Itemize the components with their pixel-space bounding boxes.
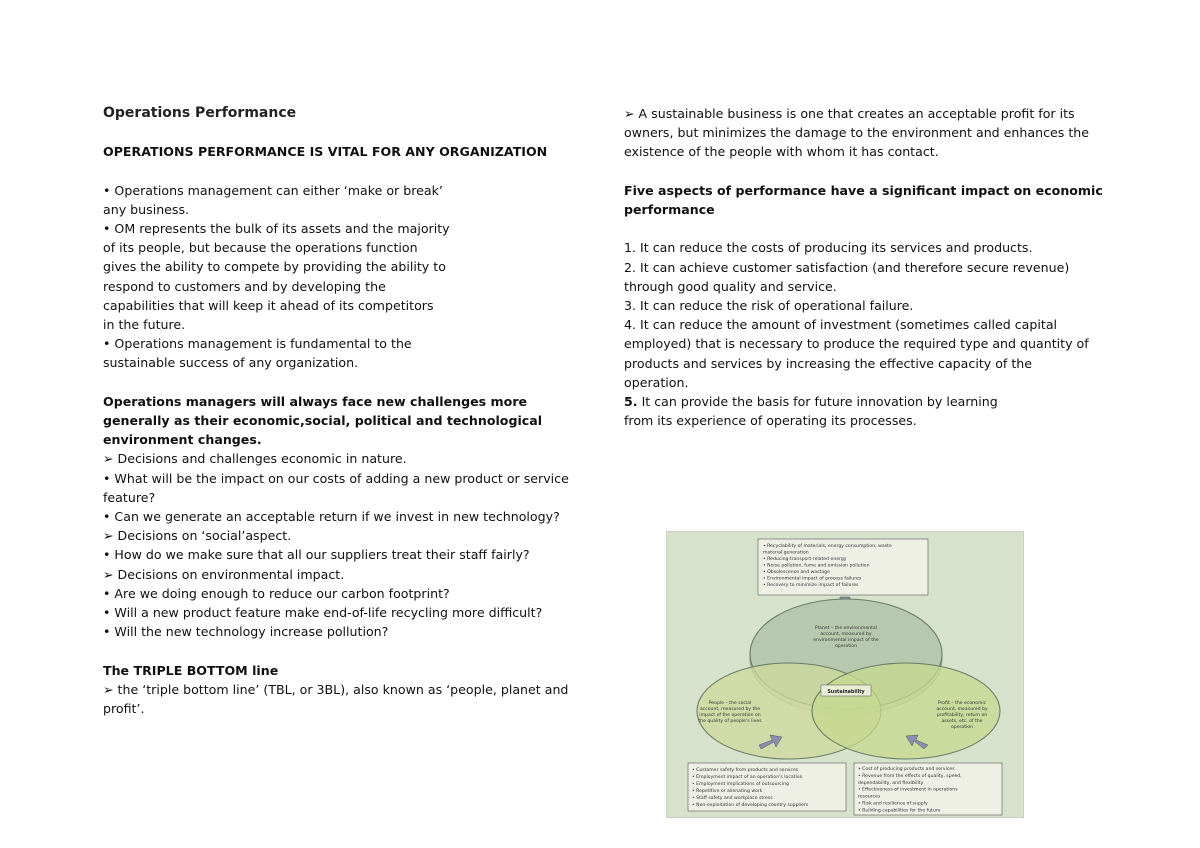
- triple-bottom-line-diagram: [666, 531, 1024, 818]
- text-line: • Are we doing enough to reduce our carbon footprint?: [103, 585, 450, 601]
- text-line: sustainable success of any organization.: [103, 355, 359, 371]
- diagram-text-line: • Environmental impact of process failures: [763, 576, 862, 582]
- diagram-text-line: • Effectiveness of investment in operations: [858, 787, 958, 793]
- venn-diagram-svg: [666, 531, 1024, 818]
- text-line: • Operations management is fundamental to the: [103, 336, 412, 352]
- right-column: [624, 104, 1104, 430]
- text-line: ➢ A sustainable business is one that creates an acceptable profit for its: [624, 106, 1075, 121]
- diagram-text-line: • Non-exploitation of developing country suppliers: [692, 803, 809, 808]
- diagram-text-line: account, measured by the: [699, 707, 761, 712]
- diagram-text-line: • Customer safety from products and services: [692, 768, 799, 773]
- list-text: products and services by increasing the effective capacity of the: [624, 355, 1033, 371]
- diagram-text-line: Planet – the environmental: [815, 626, 877, 631]
- text-line: ➢ Decisions on ‘social’aspect.: [103, 528, 292, 544]
- diagram-text-line: account, measured by: [820, 632, 872, 637]
- list-item: [624, 354, 1104, 373]
- list-number: 5.: [624, 394, 638, 410]
- text-line: capabilities that will keep it ahead of its competitors: [103, 297, 434, 313]
- diagram-text-line: • Reducing transport-related energy: [763, 557, 847, 562]
- diagram-text-line: People – the social: [708, 701, 752, 706]
- text-line: in the future.: [103, 317, 186, 333]
- diagram-text-line: • Building capabilities for the future: [858, 808, 941, 814]
- list-text: It can reduce the costs of producing its services and products.: [636, 240, 1033, 256]
- paragraph-om-importance: [103, 181, 593, 373]
- text-line: any business.: [103, 201, 190, 217]
- list-number: 1.: [624, 240, 637, 256]
- list-item: [624, 373, 1104, 392]
- diagram-text-line: environmental impact of the: [813, 638, 879, 643]
- diagram-text-line: account, measured by: [936, 707, 988, 712]
- list-text: from its experience of operating its processes.: [624, 413, 917, 429]
- text-line: generally as their economic,social, political and technological: [103, 413, 543, 429]
- diagram-text-line: • Noise pollution, fume and emission pollution: [763, 563, 870, 569]
- list-text: It can achieve customer satisfaction (and therefore secure revenue): [636, 259, 1070, 275]
- text-line: • Operations management can either ‘make or break’: [103, 182, 443, 198]
- text-line: gives the ability to compete by providing the ability to: [103, 259, 446, 275]
- diagram-text-line: operation: [834, 644, 858, 649]
- list-item: [624, 392, 1104, 411]
- list-item: [624, 258, 1104, 277]
- list-item: [624, 411, 1104, 430]
- text-line: of its people, but because the operations function: [103, 240, 418, 256]
- text-line: feature?: [103, 489, 156, 505]
- list-text: through good quality and service.: [624, 278, 837, 294]
- list-item: [624, 296, 1104, 315]
- section-heading-tbl: The TRIPLE BOTTOM line: [103, 662, 279, 678]
- list-text: It can reduce the risk of operational failure.: [636, 298, 914, 313]
- text-line: • Will a new product feature make end-of-life recycling more difficult?: [103, 605, 543, 621]
- diagram-text-line: impact of the operation on: [699, 713, 761, 718]
- text-line: environment changes.: [103, 432, 262, 448]
- diagram-text-line: • Cost of producing products and services: [858, 767, 955, 772]
- section-heading-challenges: [103, 392, 593, 450]
- text-line: • Will the new technology increase pollution?: [103, 624, 389, 640]
- text-line: owners, but minimizes the damage to the environment and enhances the: [624, 125, 1089, 141]
- text-line: ➢ Decisions and challenges economic in nature.: [103, 451, 407, 467]
- page-title: Operations Performance: [103, 105, 297, 121]
- diagram-text-line: dependability, and flexibility: [858, 780, 924, 786]
- diagram-text-line: • Repetitive or alienating work: [692, 789, 763, 794]
- diagram-text-line: assets, etc. of the: [941, 719, 983, 724]
- diagram-text-line: • Revenue from the effects of quality, speed,: [858, 773, 962, 779]
- text-line: • How do we make sure that all our suppliers treat their staff fairly?: [103, 547, 530, 563]
- list-number: 3.: [624, 298, 637, 313]
- list-item: [624, 334, 1104, 353]
- diagram-text-line: profitability, return on: [936, 713, 988, 718]
- text-line: ➢ Decisions on environmental impact.: [103, 566, 345, 582]
- diagram-text-line: Profit – the economic: [937, 701, 987, 706]
- list-item: [624, 277, 1104, 296]
- list-item: [624, 315, 1104, 334]
- diagram-text-line: • Recyclability of materials, energy consumption, waste: [763, 544, 892, 549]
- diagram-text-line: • Employment impact of an operation's location: [692, 775, 803, 780]
- list-text: It can reduce the amount of investment (sometimes called capital: [636, 317, 1058, 333]
- text-line: • What will be the impact on our costs of adding a new product or service: [103, 470, 569, 486]
- diagram-text-line: material generation: [763, 550, 809, 556]
- list-text: operation.: [624, 374, 689, 390]
- sustainability-label: Sustainability: [827, 690, 865, 695]
- diagram-text-line: resources: [858, 794, 881, 800]
- list-number: 2.: [624, 259, 637, 275]
- paragraph-decisions: [103, 449, 593, 641]
- list-text: It can provide the basis for future innovation by learning: [637, 394, 998, 410]
- diagram-text-line: • Obsolescence and wastage: [763, 570, 830, 575]
- text-line: ➢ the ‘triple bottom line’ (TBL, or 3BL), also known as ‘people, planet and: [103, 681, 569, 697]
- list-number: 4.: [624, 317, 637, 333]
- diagram-text-line: • Employment implications of outsourcing: [692, 782, 789, 787]
- text-line: • OM represents the bulk of its assets and the majority: [103, 221, 450, 236]
- section-heading-five-aspects: [624, 181, 1104, 219]
- text-line: respond to customers and by developing the: [103, 278, 386, 294]
- list-text: employed) that is necessary to produce the required type and quantity of: [624, 336, 1089, 352]
- text-line: profit’.: [103, 701, 145, 717]
- text-line: Five aspects of performance have a significant impact on economic: [624, 182, 1103, 198]
- text-line: performance: [624, 202, 715, 217]
- paragraph-tbl: [103, 680, 593, 718]
- left-column: [103, 104, 593, 718]
- diagram-text-line: • Recovery to minimize impact of failures: [763, 583, 859, 588]
- text-line: existence of the people with whom it has contact.: [624, 144, 939, 160]
- list-five-aspects: [624, 238, 1104, 430]
- section-heading-vital: OPERATIONS PERFORMANCE IS VITAL FOR ANY ORGANIZATION: [103, 144, 548, 160]
- diagram-text-line: operation: [950, 725, 974, 730]
- text-line: Operations managers will always face new challenges more: [103, 393, 528, 409]
- diagram-text-line: the quality of people's lives: [698, 719, 762, 724]
- diagram-text-line: • Staff safety and workplace stress: [692, 796, 773, 801]
- text-line: • Can we generate an acceptable return if we invest in new technology?: [103, 509, 560, 525]
- paragraph-sustainable-business: [624, 104, 1104, 162]
- diagram-text-line: • Risk and resilience of supply: [858, 801, 928, 807]
- list-item: [624, 238, 1104, 257]
